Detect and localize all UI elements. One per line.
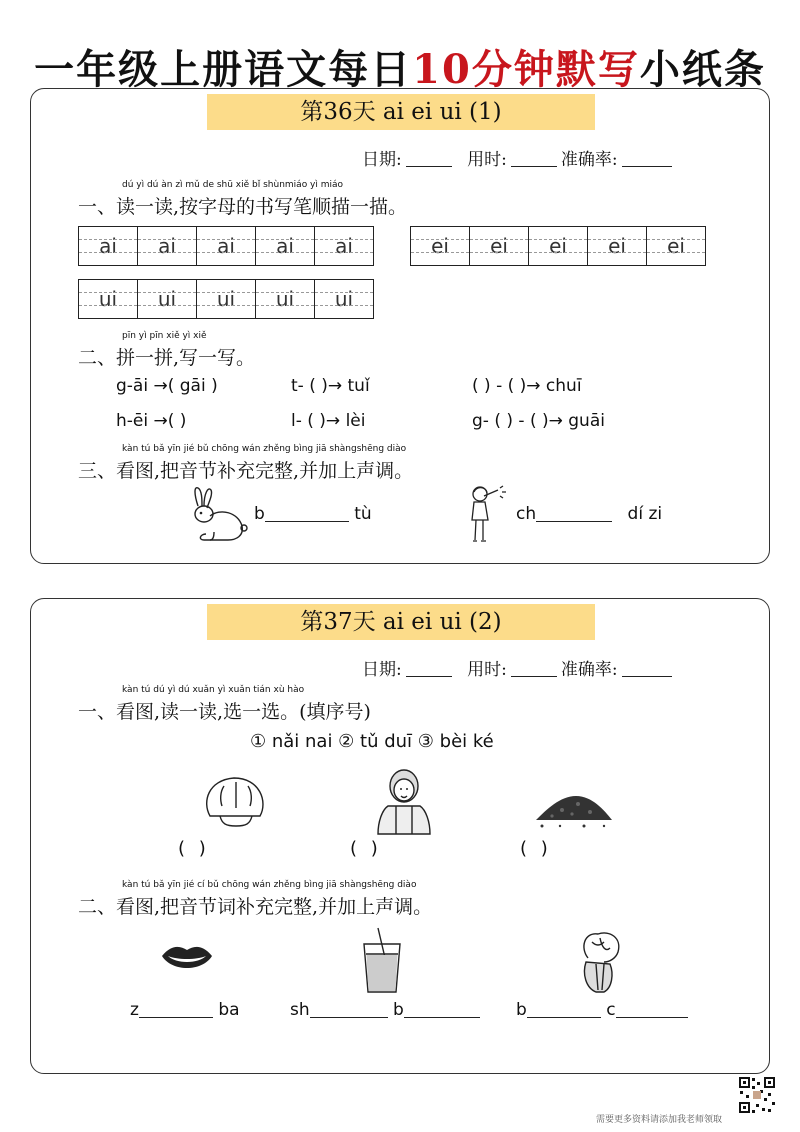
trace-cell[interactable]: ai: [79, 227, 138, 265]
fill-flute[interactable]: ch dí zi: [516, 504, 663, 524]
day37-meta: 日期: 用时: 准确率:: [362, 655, 676, 680]
trace-cell[interactable]: ai: [256, 227, 315, 265]
trace-cell[interactable]: ei: [529, 227, 588, 265]
trace-grid-ui: [78, 279, 374, 319]
day37-q2-text: 二、看图,把音节词补充完整,并加上声调。: [78, 896, 433, 918]
day37-q2-pinyin: kàn tú bǎ yīn jié cí bǔ chōng wán zhěng bìng jiā shàngshēng diào: [122, 880, 417, 890]
cabbage-icon: [574, 928, 630, 996]
trace-cell[interactable]: ui: [79, 280, 138, 318]
footer-note: 需要更多资料请添加我老师领取: [596, 1115, 723, 1125]
trace-cell[interactable]: ui: [256, 280, 315, 318]
page-title: 一年级上册语文每日10分钟默写小纸条: [34, 46, 766, 93]
spell-item[interactable]: g- ( ) - ( )→ guāi: [472, 411, 605, 431]
trace-cell[interactable]: ai: [315, 227, 373, 265]
spell-item[interactable]: h-ēi →( ): [116, 411, 187, 431]
spell-item[interactable]: g-āi →( gāi ): [116, 376, 218, 396]
day36-meta: 日期: 用时: 准确率:: [362, 145, 676, 170]
day37-banner: 第37天 ai ei ui (2): [207, 604, 595, 640]
trace-grid-ei: [410, 226, 706, 266]
answer-paren-1[interactable]: ( ): [178, 838, 210, 859]
choice-options: ① nǎi nai ② tǔ duī ③ bèi ké: [250, 731, 494, 752]
spell-item[interactable]: l- ( )→ lèi: [291, 411, 366, 431]
trace-cell[interactable]: ui: [197, 280, 256, 318]
fill-cabbage[interactable]: b c: [516, 1000, 688, 1020]
trace-cell[interactable]: ei: [411, 227, 470, 265]
trace-cell[interactable]: ei: [588, 227, 647, 265]
time-blank[interactable]: [511, 166, 557, 167]
day37-q1-pinyin: kàn tú dú yì dú xuǎn yì xuǎn tián xù hào: [122, 685, 305, 695]
qr-code-icon[interactable]: [738, 1076, 776, 1114]
day36-q1-text: 一、读一读,按字母的书写笔顺描一描。: [78, 196, 408, 218]
answer-paren-3[interactable]: ( ): [520, 838, 552, 859]
fill-mouth[interactable]: z ba: [130, 1000, 240, 1020]
trace-cell[interactable]: ai: [197, 227, 256, 265]
trace-cell[interactable]: ei: [470, 227, 529, 265]
day36-q2-pinyin: pīn yì pīn xiě yì xiě: [122, 331, 207, 341]
dirt-pile-icon: [532, 786, 616, 830]
glass-of-water-icon: [356, 924, 408, 996]
day37-q1-text: 一、看图,读一读,选一选。(填序号): [78, 701, 371, 723]
mouth-icon: [158, 938, 216, 978]
trace-cell[interactable]: ui: [138, 280, 197, 318]
day36-q3-pinyin: kàn tú bǎ yīn jié bǔ chōng wán zhěng bìng jiā shàngshēng diào: [122, 444, 407, 454]
day36-q1-pinyin: dú yì dú àn zì mǔ de shū xiě bǐ shùnmiáo yì miáo: [122, 180, 344, 190]
spell-item[interactable]: t- ( )→ tuǐ: [291, 376, 370, 396]
accuracy-blank[interactable]: [622, 676, 672, 677]
day36-q3-text: 三、看图,把音节补充完整,并加上声调。: [78, 460, 414, 482]
accuracy-blank[interactable]: [622, 166, 672, 167]
day36-banner: 第36天 ai ei ui (1): [207, 94, 595, 130]
day36-q2-text: 二、拼一拼,写一写。: [78, 347, 256, 369]
spell-item[interactable]: ( ) - ( )→ chuī: [472, 376, 582, 396]
shell-icon: [200, 772, 272, 832]
fill-rabbit[interactable]: b tù: [254, 504, 372, 524]
trace-cell[interactable]: ui: [315, 280, 373, 318]
date-blank[interactable]: [406, 166, 452, 167]
rabbit-icon: [184, 484, 254, 546]
date-blank[interactable]: [406, 676, 452, 677]
answer-paren-2[interactable]: ( ): [350, 838, 382, 859]
time-blank[interactable]: [511, 676, 557, 677]
fill-water[interactable]: sh b: [290, 1000, 480, 1020]
grandma-icon: [374, 766, 434, 838]
trace-grid-ai: [78, 226, 374, 266]
trace-cell[interactable]: ei: [647, 227, 705, 265]
trace-cell[interactable]: ai: [138, 227, 197, 265]
girl-flute-icon: [466, 484, 514, 546]
